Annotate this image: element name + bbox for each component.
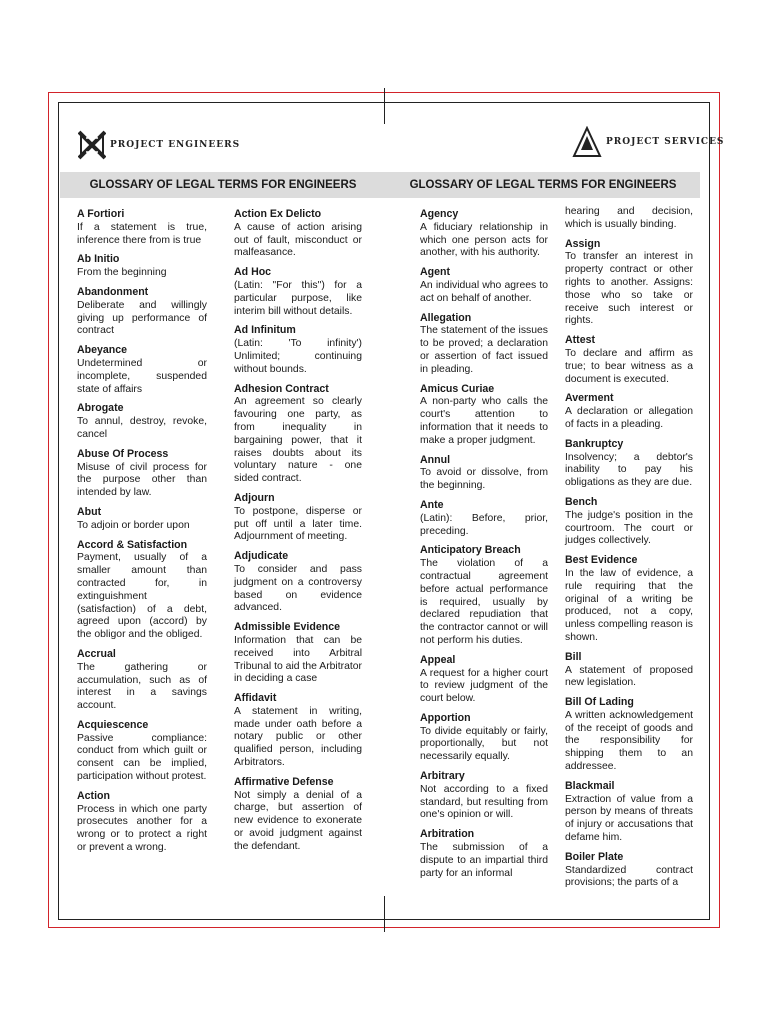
glossary-term: Bench <box>565 495 598 508</box>
glossary-definition: A statement in writing, made under oath before a notary public or other qualified person, including Arbitrators. <box>234 705 362 769</box>
pe-emblem-icon <box>78 130 106 160</box>
glossary-term: Attest <box>565 334 596 347</box>
glossary-definition: To postpone, disperse or put off until a later time. Adjournment of meeting. <box>234 505 362 543</box>
glossary-term: Abuse Of Process <box>77 447 169 460</box>
glossary-entry <box>234 383 362 486</box>
glossary-definition: A request for a higher court to review judgment of the court below. <box>420 667 548 705</box>
glossary-definition: The judge's position in the courtroom. The court or judges collectively. <box>565 509 693 547</box>
glossary-term: Bankruptcy <box>565 437 624 450</box>
glossary-entry <box>234 550 362 615</box>
glossary-definition: Insolvency; a debtor's inability to pay his obligations as they are due. <box>565 451 693 489</box>
right-title-band <box>386 172 700 198</box>
glossary-term: Agent <box>420 266 451 279</box>
glossary-entry <box>565 206 693 232</box>
glossary-definition: Information that can be received into Arbitral Tribunal to aid the Arbitrator in deciding a case <box>234 634 362 685</box>
glossary-term: Ad Infinitum <box>234 324 296 337</box>
glossary-term: Accord & Satisfaction <box>77 538 188 551</box>
glossary-definition: The submission of a dispute to an impartial third party for an informal <box>420 842 548 879</box>
glossary-entry <box>565 780 693 845</box>
glossary-definition: Standardized contract provisions; the parts of a <box>565 864 693 889</box>
glossary-term: Anticipatory Breach <box>420 544 521 557</box>
glossary-entry <box>565 651 693 690</box>
glossary-entry <box>565 392 693 431</box>
glossary-entry <box>420 770 548 822</box>
glossary-term: Adjourn <box>234 491 275 504</box>
glossary-term: Abeyance <box>77 344 128 357</box>
project-engineers-logo <box>78 130 240 160</box>
glossary-column-1 <box>77 208 207 861</box>
glossary-term: Adhesion Contract <box>234 382 329 395</box>
glossary-definition: A non-party who calls the court's attention to information that it needs to make a proper judgment. <box>420 396 548 446</box>
glossary-definition: hearing and decision, which is usually binding. <box>565 206 693 230</box>
glossary-entry <box>77 286 207 338</box>
glossary-term: Affirmative Defense <box>234 775 334 788</box>
glossary-term: Affidavit <box>234 692 277 705</box>
glossary-term: Ad Hoc <box>234 266 272 279</box>
glossary-entry <box>77 506 207 533</box>
glossary-entry <box>420 266 548 305</box>
glossary-entry <box>565 334 693 386</box>
glossary-entry <box>420 454 548 493</box>
glossary-definition: From the beginning <box>77 267 167 279</box>
left-title-band <box>60 172 386 198</box>
glossary-term: Abut <box>77 505 102 518</box>
glossary-definition: A statement of proposed new legislation. <box>565 664 693 689</box>
glossary-entry <box>77 253 207 280</box>
glossary-definition: (Latin): Before, prior, preceding. <box>420 512 548 537</box>
glossary-term: Agency <box>420 208 459 220</box>
glossary-definition: (Latin: 'To infinity') Unlimited; continuing without bounds. <box>234 338 362 375</box>
glossary-definition: To transfer an interest in property contract or other rights to another. Assigns: those who so take or receive such interest or rights. <box>565 251 693 327</box>
crop-mark-top <box>384 88 385 124</box>
glossary-term: Admissible Evidence <box>234 621 340 634</box>
glossary-definition: To annul, destroy, revoke, cancel <box>77 416 207 440</box>
project-services-logo <box>572 126 724 158</box>
glossary-entry <box>420 499 548 538</box>
glossary-term: Acquiescence <box>77 718 149 731</box>
glossary-term: Best Evidence <box>565 554 638 567</box>
glossary-term: Ante <box>420 498 444 511</box>
glossary-entry <box>420 828 548 880</box>
glossary-term: Annul <box>420 453 451 466</box>
glossary-term: Apportion <box>420 711 471 724</box>
glossary-definition: A written acknowledgement of the receipt of goods and the responsibility for shipping them to an addressee. <box>565 709 693 773</box>
glossary-term: Adjudicate <box>234 550 289 563</box>
glossary-column-4 <box>565 206 693 896</box>
glossary-entry <box>565 238 693 329</box>
glossary-column-3 <box>420 208 548 886</box>
left-logo-text: PROJECT ENGINEERS <box>110 140 241 150</box>
glossary-definition: (Latin: "For this") for a particular purpose, like interim bill without details. <box>234 279 362 317</box>
glossary-definition: A cause of action arising out of fault, misconduct or malfeasance. <box>234 221 362 259</box>
glossary-definition: A fiduciary relationship in which one person acts for another, with his authority. <box>420 221 548 259</box>
glossary-definition: Undetermined or incomplete, suspended state of affairs <box>77 357 207 395</box>
glossary-definition: A declaration or allegation of facts in a pleading. <box>565 406 693 430</box>
right-page-title: GLOSSARY OF LEGAL TERMS FOR ENGINEERS <box>409 179 677 191</box>
glossary-definition: The violation of a contractual agreement before actual performance is required, usually by declared repudiation that the contractor cannot or will not perform his duties. <box>420 558 548 646</box>
glossary-entry <box>77 402 207 441</box>
glossary-term: Action <box>77 789 110 802</box>
glossary-definition: Process in which one party prosecutes another for a wrong or to protect a right or prevent a wrong. <box>77 803 207 854</box>
glossary-definition: The statement of the issues to be proved; a declaration or assertion of fact issued in pleading. <box>420 325 548 375</box>
glossary-definition: The gathering or accumulation, such as of interest in a savings account. <box>77 661 207 712</box>
ps-triangle-icon <box>572 126 602 158</box>
glossary-entry <box>77 790 207 855</box>
glossary-definition: An agreement so clearly favouring one party, as from inequality in bargaining power, that it raises doubts about its voluntary nature - one sided contract. <box>234 396 362 485</box>
right-logo-text: PROJECT SERVICES <box>606 137 725 147</box>
glossary-entry <box>234 621 362 686</box>
glossary-entry <box>77 344 207 396</box>
glossary-definition: Misuse of civil process for the purpose other than intended by law. <box>77 461 207 499</box>
glossary-term: Accrual <box>77 647 116 660</box>
glossary-term: Bill Of Lading <box>565 696 634 709</box>
glossary-term: Appeal <box>420 653 456 666</box>
glossary-entry <box>420 712 548 764</box>
glossary-entry <box>565 554 693 645</box>
glossary-term: Amicus Curiae <box>420 382 495 395</box>
glossary-definition: To adjoin or border upon <box>77 519 190 531</box>
glossary-definition: Deliberate and willingly giving up performance of contract <box>77 299 207 337</box>
glossary-term: Abrogate <box>77 402 124 415</box>
glossary-entry <box>77 648 207 713</box>
glossary-entry <box>565 496 693 548</box>
glossary-definition: Passive compliance: conduct from which guilt or consent can be implied, participation without protest. <box>77 732 207 783</box>
glossary-term: Allegation <box>420 311 472 324</box>
glossary-definition: Not simply a denial of a charge, but assertion of new evidence to exonerate or avoid judgment against the defendant. <box>234 789 362 852</box>
glossary-entry <box>234 776 362 854</box>
glossary-term: Arbitrary <box>420 770 465 783</box>
left-page-title: GLOSSARY OF LEGAL TERMS FOR ENGINEERS <box>89 179 357 191</box>
glossary-entry <box>77 448 207 500</box>
glossary-entry <box>234 692 362 770</box>
glossary-definition: Not according to a fixed standard, but resulting from one's opinion or will. <box>420 783 548 821</box>
glossary-entry <box>234 266 362 318</box>
glossary-entry <box>77 539 207 642</box>
crop-mark-bottom <box>384 896 385 932</box>
glossary-entry <box>234 492 362 544</box>
glossary-definition: To declare and affirm as true; to bear witness as a document is executed. <box>565 347 693 385</box>
glossary-definition: If a statement is true, inference there from is true <box>77 221 207 246</box>
glossary-entry <box>234 208 362 260</box>
glossary-entry <box>420 544 548 647</box>
glossary-entry <box>77 208 207 247</box>
glossary-entry <box>234 324 362 376</box>
glossary-entry <box>565 438 693 490</box>
glossary-entry <box>565 696 693 774</box>
glossary-definition: To avoid or dissolve, from the beginning. <box>420 467 548 492</box>
glossary-term: Arbitration <box>420 828 475 841</box>
glossary-entry <box>565 851 693 890</box>
glossary-definition: In the law of evidence, a rule requiring that the original of a writing be produced, not a copy, unless compelling reason is shown. <box>565 567 693 643</box>
glossary-definition: An individual who agrees to act on behalf of another. <box>420 279 548 304</box>
glossary-term: Action Ex Delicto <box>234 208 322 220</box>
glossary-term: Boiler Plate <box>565 850 624 863</box>
glossary-term: Averment <box>565 392 614 405</box>
glossary-entry <box>420 312 548 377</box>
glossary-term: A Fortiori <box>77 208 125 220</box>
glossary-term: Abandonment <box>77 285 149 298</box>
glossary-definition: Extraction of value from a person by means of threats of injury or accusations that defame him. <box>565 793 693 844</box>
glossary-definition: To consider and pass judgment on a controversy based on evidence advanced. <box>234 563 362 614</box>
glossary-term: Blackmail <box>565 779 615 792</box>
glossary-entry <box>420 208 548 260</box>
glossary-entry <box>420 654 548 706</box>
glossary-definition: To divide equitably or fairly, proportionally, but not necessarily equally. <box>420 725 548 763</box>
glossary-column-2 <box>234 208 362 860</box>
glossary-term: Ab Initio <box>77 253 120 266</box>
glossary-entry <box>77 719 207 784</box>
glossary-definition: Payment, usually of a smaller amount than contracted for, in extinguishment (satisfaction) of a debt, agreed upon (accord) by the obligor and the obliged. <box>77 552 207 641</box>
glossary-entry <box>420 383 548 448</box>
glossary-term: Bill <box>565 650 582 663</box>
glossary-term: Assign <box>565 237 601 250</box>
